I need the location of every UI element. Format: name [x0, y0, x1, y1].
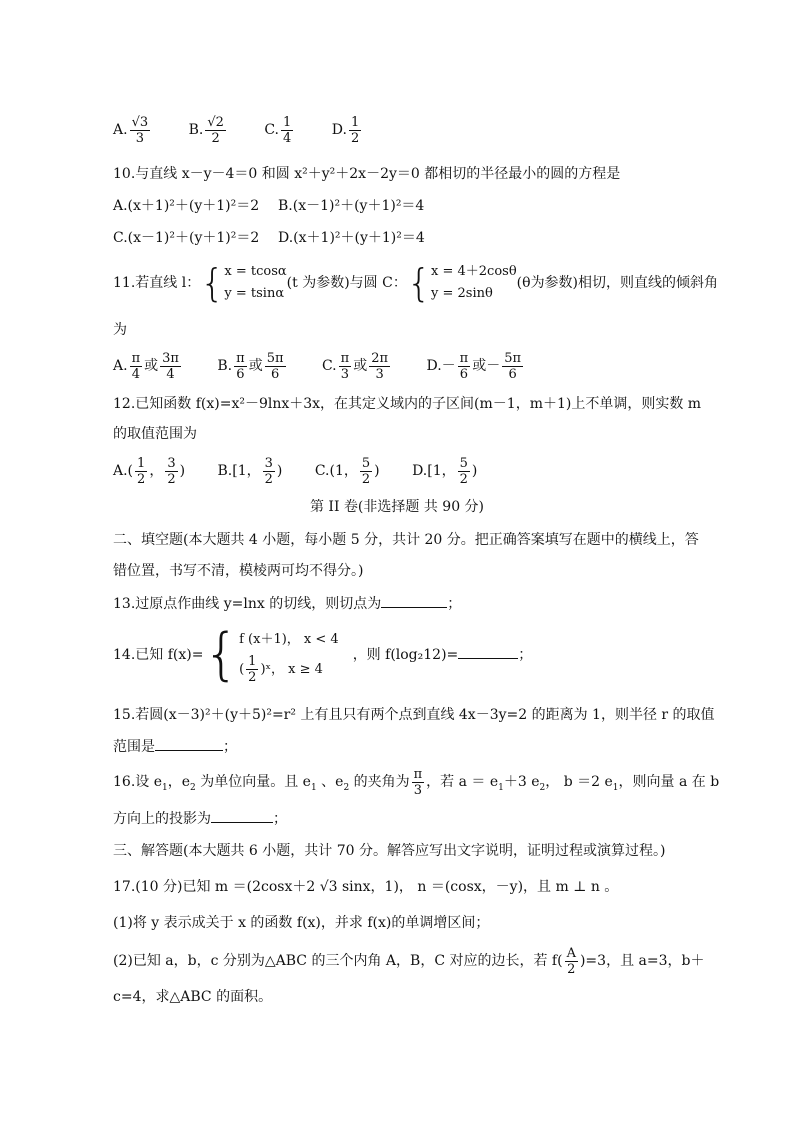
q9-option-b: B. $\frac{√2}{2}$ — [188, 114, 224, 146]
answer-blank — [458, 644, 518, 659]
q12-option-c: C.(1， $\frac{5}{2}$ ) — [314, 455, 380, 487]
q17-part2-line2: c=4，求△ABC 的面积。 — [113, 989, 273, 1005]
q11-options — [113, 346, 525, 386]
q10-option-d: D.(x＋1)²＋(y＋1)²＝4 — [278, 230, 425, 246]
section2-line2: 错位置，书写不清，模棱两可均不得分。) — [113, 563, 364, 579]
q17-part2: (2)已知 a，b，c 分别为△ABC 的三个内角 A，B，C 对应的边长，若 f( $\frac{A}{2}$ )=3，且 a=3，b＋ — [113, 945, 705, 977]
section2-line1: 二、填空题(本大题共 4 小题，每小题 5 分，共计 20 分。把正确答案填写在题中的横线上，答 — [113, 532, 699, 548]
brace-icon: { — [200, 261, 225, 305]
part2-title: 第 II 卷(非选择题 共 90 分) — [309, 499, 485, 515]
q12-options — [113, 451, 477, 491]
q10-option-c: C.(x－1)²＋(y＋1)²＝2 — [113, 230, 260, 246]
q16-line2: 方向上的投影为 ； — [113, 808, 287, 829]
fraction: $\frac{1}{2}$ — [350, 114, 360, 146]
q12-option-a: A.( $\frac{1}{2}$ ， $\frac{3}{2}$ ) — [113, 455, 186, 487]
q9-option-c: C. $\frac{1}{4}$ — [264, 114, 292, 146]
q14: 14.已知 f(x)={ f (x＋1)， x < 4 ( $\frac{1}{2}$ )ˣ， x ≥ 4 ，则 f(log₂12)= ； — [113, 622, 533, 687]
q9-option-a: A. $\frac{√3}{3}$ — [113, 114, 149, 146]
q15-line2: 范围是 ； — [113, 736, 237, 757]
q16-line1: 16.设 $e_1$，$e_2$ 为单位向量。且 $e_1$ 、$e_2$ 的夹角为 $\frac{\pi}{3}$ ，若 $a = e_1+3$ $e_2$， b ＝2 $e_1$，则向量 a 在 b — [113, 766, 720, 798]
q9-option-d: D. $\frac{1}{2}$ — [331, 114, 360, 146]
section3-heading: 三、解答题(本大题共 6 小题，共计 70 分。解答应写出文字说明，证明过程或演算过程。) — [113, 843, 666, 859]
q11-option-b: B. $\frac{\pi}{6}$ 或 $\frac{5\pi}{6}$ — [217, 350, 284, 382]
answer-blank — [381, 593, 447, 608]
parametric-circle: x = 4＋2cosθ y = 2sinθ — [431, 264, 517, 301]
answer-blank — [211, 808, 273, 823]
fraction: $\frac{√3}{3}$ — [131, 114, 149, 146]
fraction: $\frac{1}{4}$ — [283, 114, 292, 146]
q10-option-a: A.(x＋1)²＋(y＋1)²＝2 — [113, 198, 260, 214]
brace-icon: { — [203, 622, 240, 687]
q17-stem: 17.(10 分)已知 m ＝(2cosx＋2 √3 sinx，1)， n ＝(cosx，－y)，且 m ⊥ n 。 — [113, 879, 619, 895]
q11-option-d: D.－ $\frac{\pi}{6}$ 或－ $\frac{5\pi}{6}$ — [426, 350, 522, 382]
piecewise-function: f (x＋1)， x < 4 ( $\frac{1}{2}$ )ˣ， x ≥ 4 — [239, 631, 339, 685]
q12-option-b: B.[1， $\frac{3}{2}$ ) — [217, 455, 283, 487]
brace-icon: { — [406, 261, 432, 305]
q15-line1: 15.若圆(x－3)²＋(y＋5)²=r² 上有且只有两个点到直线 4x－3y=2 的距离为 1，则半径 r 的取值 — [113, 707, 715, 723]
answer-blank — [155, 736, 223, 751]
q12-stem-line2: 的取值范围为 — [113, 426, 197, 442]
q11-wrap: 为 — [113, 322, 127, 338]
q11-stem: 11.若直线 l：{ x = tcosα y = tsinα (t 为参数)与圆 C：{ x = 4＋2cosθ y = 2sinθ (θ为参数)相切，则直线的倾斜角 — [113, 261, 719, 305]
parametric-line: x = tcosα y = tsinα — [224, 264, 287, 301]
q12-option-d: D.[1， $\frac{5}{2}$ ) — [412, 455, 478, 487]
q10-option-b: B.(x－1)²＋(y＋1)²＝4 — [278, 198, 425, 214]
q12-stem-line1: 12.已知函数 f(x)=x²－9lnx＋3x，在其定义域内的子区间(m－1，m＋1)上不单调，则实数 m — [113, 396, 702, 412]
q11-option-a: A. $\frac{\pi}{4}$ 或 $\frac{3\pi}{4}$ — [113, 350, 179, 382]
q10-stem: 10.与直线 x－y－4＝0 和圆 x²＋y²＋2x－2y＝0 都相切的半径最小的圆的方程是 — [113, 166, 621, 182]
q9-options — [113, 110, 363, 150]
q17-part1: (1)将 y 表示成关于 x 的函数 f(x)，并求 f(x)的单调增区间； — [113, 915, 490, 931]
q11-option-c: C. $\frac{\pi}{3}$ 或 $\frac{2\pi}{3}$ — [321, 350, 389, 382]
fraction: $\frac{√2}{2}$ — [207, 114, 224, 146]
q13: 13.过原点作曲线 y=lnx 的切线，则切点为 ； — [113, 593, 461, 614]
